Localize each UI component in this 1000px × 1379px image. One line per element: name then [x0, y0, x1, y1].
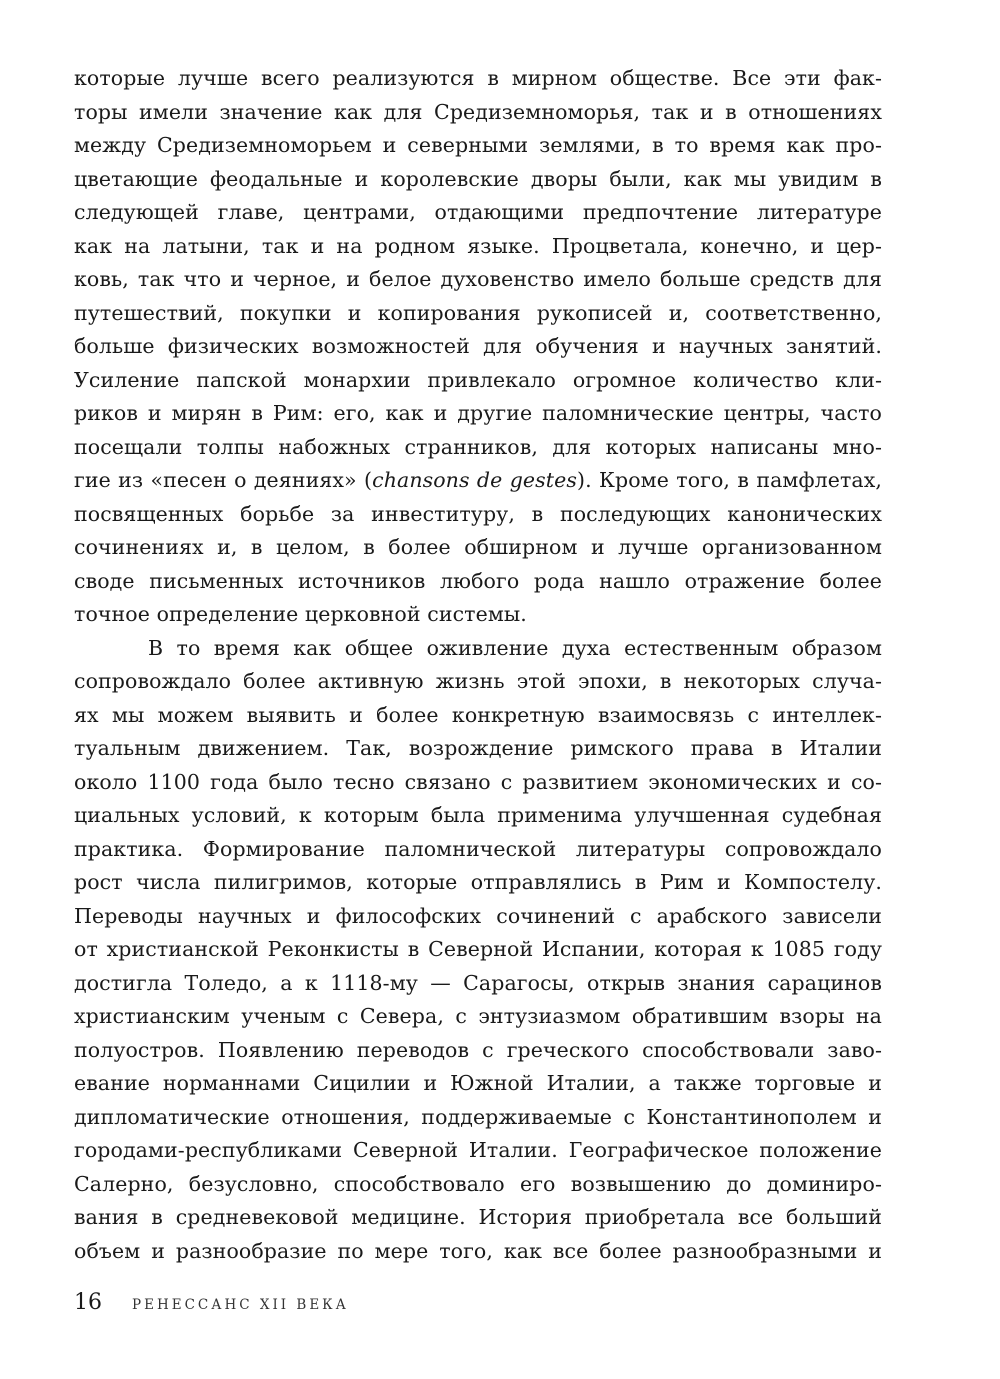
text-line: следующей главе, центрами, отдающими предпочтение литературе	[74, 200, 882, 224]
text-line: объем и разнообразие по мере того, как все более разнообразными и	[74, 1238, 882, 1263]
paragraph-1	[74, 62, 882, 632]
text-line: Переводы научных и философских сочинений с арабского зависели	[74, 903, 882, 928]
page-number: 16	[74, 1290, 102, 1315]
text-line: торы имели значение как для Средиземноморья, так и в отношениях	[74, 99, 882, 124]
running-head: РЕНЕССАНС XII ВЕКА	[132, 1297, 349, 1313]
text-line: сочинениях и, в целом, в более обширном и лучше организованном	[74, 535, 882, 559]
text-line: своде письменных источников любого рода нашло отражение более	[74, 568, 882, 593]
text-line: ях мы можем выявить и более конкретную взаимосвязь с интеллек-	[74, 702, 882, 727]
text-line: Усиление папской монархии привлекало огромное количество кли-	[74, 367, 882, 392]
text-line: полуостров. Появлению переводов с греческого способствовали заво-	[74, 1037, 882, 1062]
text-line: точное определение церковной системы.	[74, 602, 527, 626]
text-line: риков и мирян в Рим: его, как и другие паломнические центры, часто	[74, 401, 882, 425]
page-footer	[74, 1290, 349, 1320]
text-segment: гие из «песен о деяниях» (	[74, 468, 373, 492]
italic-term: chansons de gestes	[372, 468, 577, 492]
text-line: туальным движением. Так, возрождение римского права в Италии	[74, 736, 882, 760]
text-line: ковь, так что и черное, и белое духовенство имело больше средств для	[74, 267, 882, 291]
text-line: рост числа пилигримов, которые отправлялись в Рим и Компостелу.	[74, 870, 882, 894]
text-line: христианским ученым с Севера, с энтузиазмом обратившим взоры на	[74, 1004, 882, 1028]
text-line: около 1100 года было тесно связано с развитием экономических и со-	[74, 769, 882, 794]
text-line: вания в средневековой медицине. История приобретала все больший	[74, 1205, 882, 1229]
text-line: путешествий, покупки и копирования рукописей и, соответственно,	[74, 300, 882, 325]
paragraph-2	[74, 632, 882, 1269]
text-line: Салерно, безусловно, способствовало его возвышению до доминиро-	[74, 1171, 882, 1196]
text-line: от христианской Реконкисты в Северной Испании, которая к 1085 году	[74, 937, 882, 961]
text-line: дипломатические отношения, поддерживаемые с Константинополем и	[74, 1104, 882, 1129]
text-line: городами-республиками Северной Италии. Географическое положение	[74, 1138, 882, 1162]
text-line: цветающие феодальные и королевские дворы были, как мы увидим в	[74, 166, 882, 191]
text-segment: ). Кроме того, в памфлетах,	[576, 468, 882, 492]
text-line: как на латыни, так и на родном языке. Процветала, конечно, и цер-	[74, 233, 882, 258]
text-line	[74, 464, 882, 498]
text-line: сопровождало более активную жизнь этой эпохи, в некоторых случа-	[74, 669, 882, 693]
text-line: больше физических возможностей для обучения и научных занятий.	[74, 334, 882, 358]
text-line: практика. Формирование паломнической литературы сопровождало	[74, 836, 882, 861]
text-line: между Средиземноморьем и северными землями, в то время как про-	[74, 133, 882, 157]
body-text	[74, 62, 882, 1268]
text-line: посвященных борьбе за инвеституру, в последующих канонических	[74, 501, 882, 526]
text-line: циальных условий, к которым была применима улучшенная судебная	[74, 803, 882, 827]
text-line: В то время как общее оживление духа естественным образом	[148, 635, 882, 660]
text-line: которые лучше всего реализуются в мирном обществе. Все эти фак-	[74, 66, 882, 90]
text-line: посещали толпы набожных странников, для которых написаны мно-	[74, 434, 882, 459]
text-line: евание норманнами Сицилии и Южной Италии, а также торговые и	[74, 1071, 882, 1095]
text-line: достигла Толедо, а к 1118-му — Сарагосы, открыв знания сарацинов	[74, 970, 882, 995]
